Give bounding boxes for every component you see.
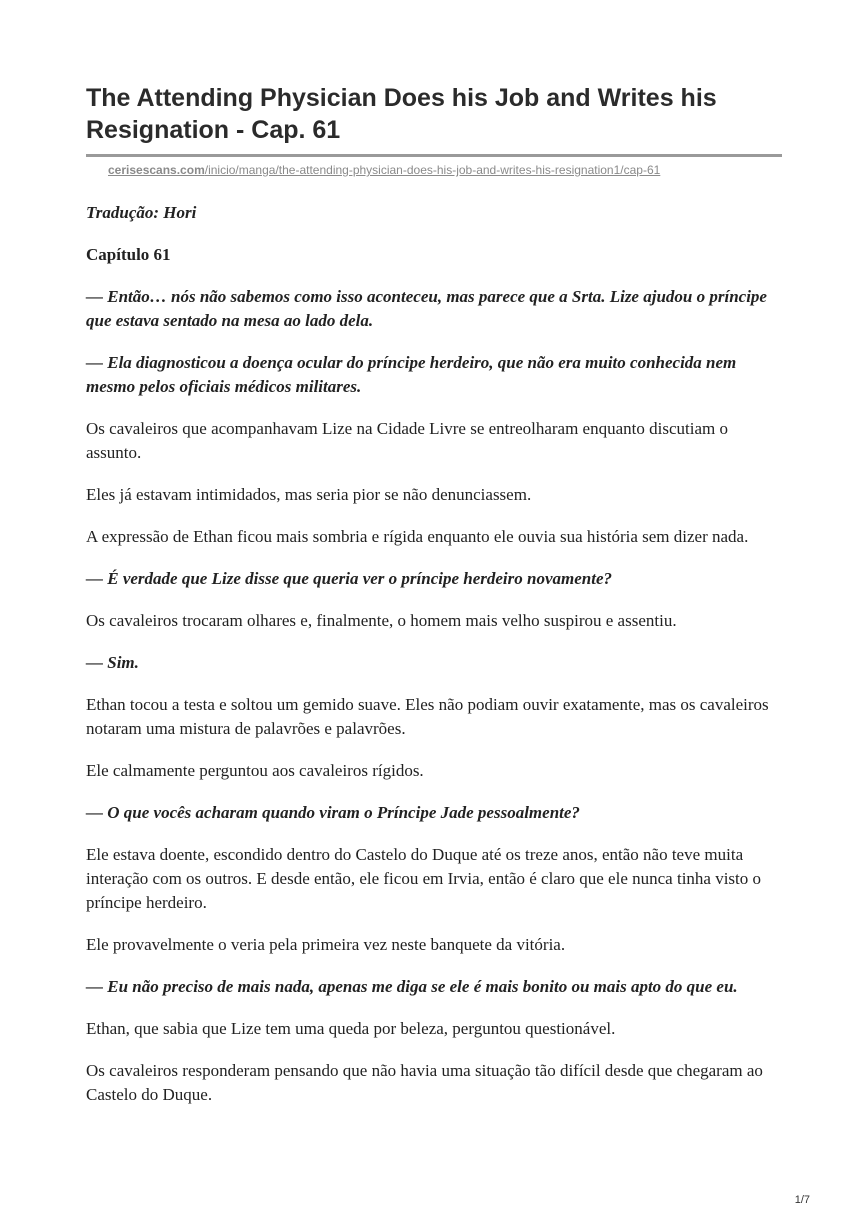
document-page <box>86 82 782 1125</box>
paragraph: Ele calmamente perguntou aos cavaleiros rígidos. <box>86 761 424 780</box>
paragraph: — Sim. <box>86 653 139 672</box>
paragraph: Os cavaleiros responderam pensando que não havia uma situação tão difícil desde que chegaram ao Castelo do Duque. <box>86 1061 763 1104</box>
paragraph: — Eu não preciso de mais nada, apenas me diga se ele é mais bonito ou mais apto do que eu. <box>86 977 738 996</box>
document-body <box>86 201 782 1107</box>
paragraph: — É verdade que Lize disse que queria ver o príncipe herdeiro novamente? <box>86 569 613 588</box>
source-link[interactable] <box>108 163 782 177</box>
paragraph: Ethan tocou a testa e soltou um gemido suave. Eles não podiam ouvir exatamente, mas os cavaleiros notaram uma mistura de palavrões e palavrões. <box>86 695 769 738</box>
translator-credit: Tradução: Hori <box>86 203 197 222</box>
paragraph: Eles já estavam intimidados, mas seria pior se não denunciassem. <box>86 485 532 504</box>
paragraph: — Então… nós não sabemos como isso aconteceu, mas parece que a Srta. Lize ajudou o príncipe que estava sentado na mesa ao lado dela. <box>86 287 767 330</box>
paragraph: — O que vocês acharam quando viram o Príncipe Jade pessoalmente? <box>86 803 580 822</box>
paragraph: Ele provavelmente o veria pela primeira vez neste banquete da vitória. <box>86 935 566 954</box>
title-divider <box>86 154 782 157</box>
page-number: 1/7 <box>794 1194 810 1206</box>
source-domain[interactable]: cerisescans.com <box>108 163 205 177</box>
source-path[interactable]: /inicio/manga/the-attending-physician-does-his-job-and-writes-his-resignation1/cap-61 <box>204 163 661 177</box>
chapter-heading: Capítulo 61 <box>86 245 171 264</box>
paragraph: Ethan, que sabia que Lize tem uma queda por beleza, perguntou questionável. <box>86 1019 616 1038</box>
paragraph: Os cavaleiros que acompanhavam Lize na Cidade Livre se entreolharam enquanto discutiam o assunto. <box>86 419 728 462</box>
paragraph: A expressão de Ethan ficou mais sombria e rígida enquanto ele ouvia sua história sem dizer nada. <box>86 527 749 546</box>
paragraph: Os cavaleiros trocaram olhares e, finalmente, o homem mais velho suspirou e assentiu. <box>86 611 677 630</box>
paragraph: Ele estava doente, escondido dentro do Castelo do Duque até os treze anos, então não teve muita interação com os outros. E desde então, ele ficou em Irvia, então é claro que ele nunca tinha visto o príncipe herdeiro. <box>86 845 762 912</box>
document-title: The Attending Physician Does his Job and Writes his Resignation - Cap. 61 <box>86 84 717 144</box>
paragraph: — Ela diagnosticou a doença ocular do príncipe herdeiro, que não era muito conhecida nem mesmo pelos oficiais médicos militares. <box>86 353 737 396</box>
